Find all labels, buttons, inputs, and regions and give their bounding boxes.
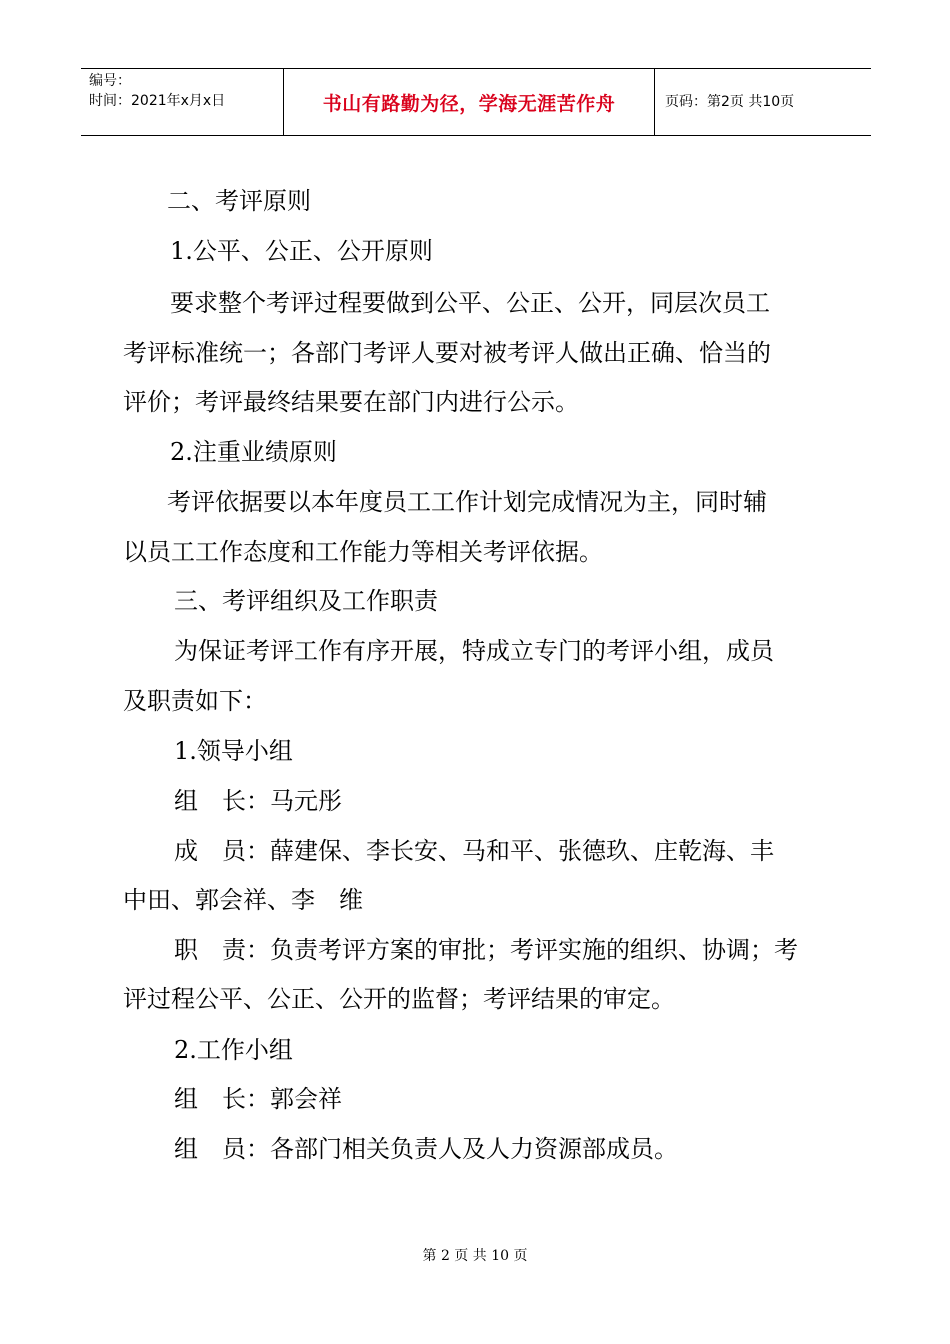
subsection-heading: 1.领导小组 (174, 737, 293, 765)
document-number-label: 编号： (89, 73, 131, 89)
paragraph-line: 职 责：负责考评方案的审批；考评实施的组织、协调；考 (174, 936, 798, 964)
paragraph-line: 组 长：郭会祥 (174, 1085, 342, 1113)
paragraph-line: 评价；考评最终结果要在部门内进行公示。 (123, 388, 579, 416)
paragraph-line: 以员工工作态度和工作能力等相关考评依据。 (123, 538, 603, 566)
paragraph-line: 组 员：各部门相关负责人及人力资源部成员。 (174, 1135, 678, 1163)
header-right-cell (655, 69, 871, 135)
page-header (81, 68, 871, 136)
document-date: 时间：2021年x月x日 (89, 93, 226, 109)
paragraph-line: 考评依据要以本年度员工工作计划完成情况为主，同时辅 (167, 488, 767, 516)
paragraph-line: 要求整个考评过程要做到公平、公正、公开，同层次员工 (170, 289, 770, 317)
paragraph-line: 为保证考评工作有序开展，特成立专门的考评小组，成员 (174, 637, 774, 665)
subsection-heading: 2.注重业绩原则 (170, 438, 337, 466)
header-motto: 书山有路勤为径，学海无涯苦作舟 (322, 92, 616, 115)
header-page-info: 页码：第2页 共10页 (665, 94, 795, 110)
paragraph-line: 组 长：马元彤 (174, 787, 342, 815)
paragraph-line: 评过程公平、公正、公开的监督；考评结果的审定。 (123, 985, 675, 1013)
paragraph-line: 考评标准统一；各部门考评人要对被考评人做出正确、恰当的 (123, 339, 771, 367)
paragraph-line: 中田、郭会祥、李 维 (123, 886, 363, 914)
paragraph-line: 及职责如下： (123, 687, 267, 715)
page-footer (0, 1245, 950, 1265)
section-heading: 二、考评原则 (167, 187, 311, 215)
section-heading: 三、考评组织及工作职责 (174, 587, 438, 615)
header-left-cell (81, 69, 283, 135)
header-motto-cell (283, 69, 655, 135)
paragraph-line: 成 员：薛建保、李长安、马和平、张德玖、庄乾海、丰 (174, 837, 774, 865)
footer-page-number: 第 2 页 共 10 页 (422, 1248, 528, 1264)
subsection-heading: 1.公平、公正、公开原则 (170, 237, 433, 265)
subsection-heading: 2.工作小组 (174, 1036, 293, 1064)
